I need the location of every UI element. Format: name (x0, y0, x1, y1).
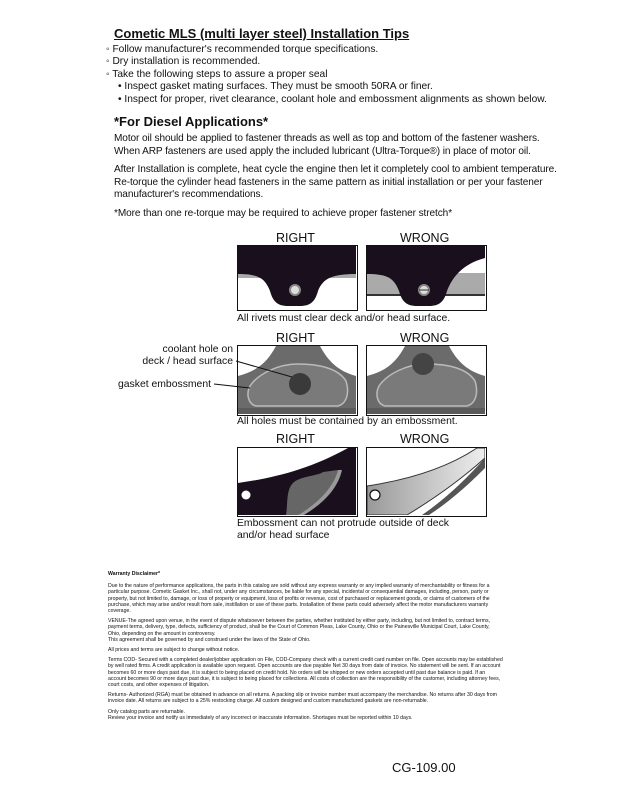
diesel-paragraph-1: Motor oil should be applied to fastener threads as well as top and bottom of the fastener washers. When ARP fasteners are used apply the included lubricant (Ultra-Torque®) in place of motor oil. (114, 133, 540, 157)
governing-law-paragraph: This agreement shall be governed by and construed under the laws of the State of Ohio. (108, 636, 311, 643)
warranty-heading: Warranty Disclaimer* (108, 571, 160, 577)
diesel-paragraph-2: After Installation is complete, heat cycle the engine then let it completely cool to ambient temperature. Re-torque the cylinder head fasteners in the same pattern as initial installation or per your fastener manufacturer's recommendations. (114, 164, 557, 201)
callout-coolant-hole: coolant hole on deck / head surface (142, 344, 233, 367)
warranty-section (108, 571, 503, 721)
page-code: CG-109.00 (392, 760, 456, 775)
terms-paragraph: Terms COD- Secured with a completed dealer/jobber application on File, COD-Company check with a current credit card number on file. Open accounts may be established by well rated firms. A credit application is available upon request. Open accounts are due payable Net 30 days from date of invoice. No statement will be sent. If an account becomes 60 or more days past due, it is subject to being placed on credit hold. No orders will be shipped or new orders accepted until past due balance is paid. If an account becomes 90 or more days past due, it is subject to being placed for collections. All costs of collection are the responsibility of the customer, including attorney fees, court costs, and other expenses of litigation. (108, 657, 503, 689)
venue-paragraph: VENUE-The agreed upon venue, in the event of dispute whatsoever between the parties, whether instituted by either party, including, but not limited to, contract terms, payment terms, delivery, type, defects, sufficiency of product, shall be the Court of Common Pleas, Lake County, Ohio or the Painesville Municipal Court, Lake County, Ohio, depending on the amount in controversy. (108, 618, 490, 637)
prices-paragraph: All prices and terms are subject to change without notice. (108, 647, 240, 654)
right-label: RIGHT (276, 331, 315, 345)
caption-rivets: All rivets must clear deck and/or head surface. (237, 313, 451, 324)
caption-embossment: Embossment can not protrude outside of deck and/or head surface (237, 518, 449, 541)
right-label: RIGHT (276, 231, 315, 245)
diesel-paragraph-3: *More than one re-torque may be required to achieve proper fastener stretch* (114, 207, 453, 219)
tip-item: ◦ Take the following steps to assure a proper seal (106, 68, 328, 80)
embossment-wrong-diagram (366, 447, 487, 517)
callout-gasket-embossment: gasket embossment (118, 379, 211, 390)
page-title: Cometic MLS (multi layer steel) Installation Tips (114, 26, 410, 41)
right-label: RIGHT (276, 432, 315, 446)
tip-item: ◦ Follow manufacturer's recommended torque specifications. (106, 44, 379, 55)
wrong-label: WRONG (400, 231, 450, 245)
embossment-right-diagram (237, 447, 358, 517)
caption-holes: All holes must be contained by an embossment. (237, 416, 458, 427)
returns-paragraph: Returns- Authorized (RGA) must be obtained in advance on all returns. A packing slip or invoice number must accompany the merchandise. No returns after 30 days from invoice date. All returns are subject to a 25% restocking charge. All custom designed and custom manufactured gaskets are non-returnable. (108, 692, 497, 705)
sub-tip-item: • Inspect gasket mating surfaces. They must be smooth 50RA or finer. (118, 81, 433, 93)
warranty-paragraph: Due to the nature of performance applications, the parts in this catalog are sold without any express warranty or any implied warranty of merchantability or fitness for a particular purpose. Cometic Gasket Inc., shall not, under any circumstances, be liable for any special, incidental or consequential damages, including, person, party or property, but not limited to, damage, or loss of property or equipment, loss of profits or revenue, cost of purchased or replacement goods, or claims of customers of the purchase, which may arise and/or result from sale, instillation or use of these parts. Installation of these parts could adversely affect the motor manufacturers warranty coverage. (108, 583, 490, 615)
sub-tip-item: • Inspect for proper, rivet clearance, coolant hole and embossment alignments as shown below. (118, 93, 547, 105)
wrong-label: WRONG (400, 331, 450, 345)
tip-item: ◦ Dry installation is recommended. (106, 56, 261, 68)
catalog-returns-paragraph: Only catalog parts are returnable. (108, 708, 185, 715)
review-invoice-paragraph: Review your invoice and notify us immediately of any incorrect or inaccurate information. Shortages must be reported within 10 days. (108, 714, 413, 721)
diesel-heading: *For Diesel Applications* (114, 114, 269, 129)
wrong-label: WRONG (400, 432, 450, 446)
